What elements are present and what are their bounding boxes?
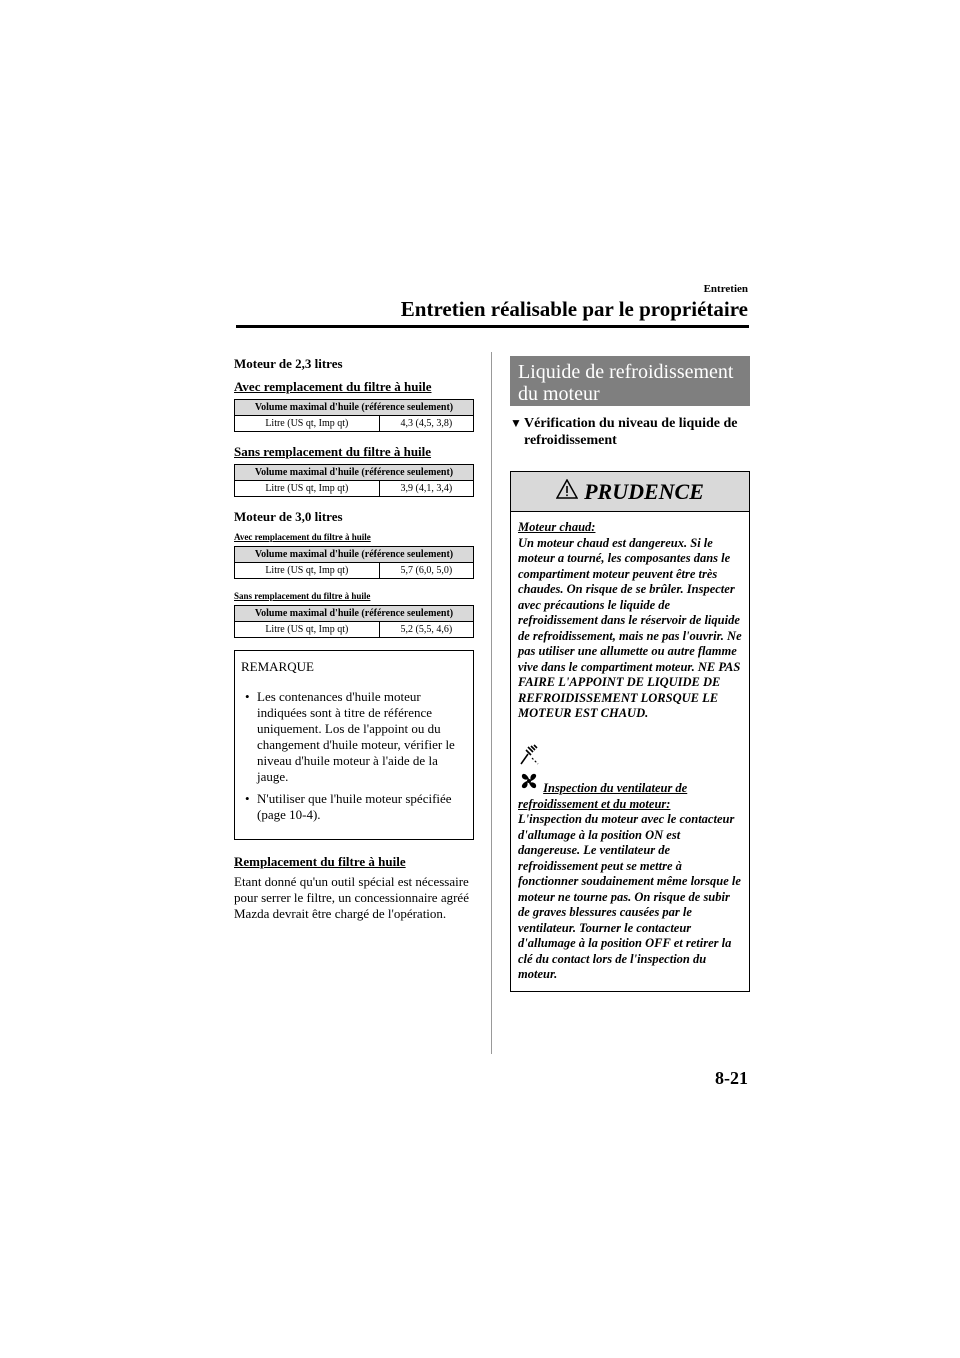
fan-inspection-text: L'inspection du moteur avec le contacteur d'allumage à la position ON est dangereuse. Le ventilateur de refroidissement peut se mettre à fonctionner soudainement même lorsque le moteur ne tourne pas. On risque de subir de graves blessures causées par le ventilateur. Tourner le contacteur d'allumage à la position OFF et retirer la clé du contact lors de l'inspection du moteur.: [518, 812, 741, 981]
value-cell: 4,3 (4,5, 3,8): [379, 416, 473, 432]
section-title-banner: Liquide de refroidissement du moteur: [510, 356, 750, 406]
unit-cell: Litre (US qt, Imp qt): [235, 416, 380, 432]
oil-table-23-with-filter: [234, 399, 474, 432]
fan-inspection-title: Inspection du ventilateur de refroidissement et du moteur:: [518, 781, 688, 811]
fan-warning: [518, 744, 743, 983]
without-filter-heading-30: Sans remplacement du filtre à huile: [234, 591, 371, 601]
column-divider: [491, 352, 492, 1054]
hot-engine-title: Moteur chaud:: [518, 520, 596, 534]
engine-30-heading: Moteur de 3,0 litres: [234, 509, 343, 524]
bullet: •: [245, 689, 250, 704]
left-column: [234, 356, 474, 922]
header-rule: [236, 325, 749, 328]
table-header: Volume maximal d'huile (référence seulement): [235, 400, 474, 416]
with-filter-heading-30: Avec remplacement du filtre à huile: [234, 532, 371, 542]
chapter-label: Entretien: [703, 283, 748, 295]
warning-triangle-icon: [556, 479, 578, 504]
without-filter-heading: Sans remplacement du filtre à huile: [234, 444, 432, 459]
check-coolant-heading: [510, 415, 750, 449]
triangle-marker-icon: ▼: [510, 416, 522, 430]
remark-title: REMARQUE: [241, 659, 314, 674]
table-header: Volume maximal d'huile (référence seulement): [235, 606, 474, 622]
value-cell: 5,2 (5,5, 4,6): [379, 622, 473, 638]
unit-cell: Litre (US qt, Imp qt): [235, 563, 380, 579]
oil-table-30-without-filter: [234, 605, 474, 638]
caution-box: [510, 471, 750, 992]
remark-item-text: N'utiliser que l'huile moteur spécifiée (page 10-4).: [257, 791, 452, 822]
value-cell: 3,9 (4,1, 3,4): [379, 481, 473, 497]
with-filter-heading: Avec remplacement du filtre à huile: [234, 379, 432, 394]
remark-item-text: Les contenances d'huile moteur indiquées sont à titre de référence uniquement. Los de l'appoint ou du changement d'huile moteur, vérifier le niveau d'huile moteur à l'aide de la jauge.: [257, 689, 455, 784]
oil-table-30-with-filter: [234, 546, 474, 579]
bullet: •: [245, 791, 250, 806]
caution-header: [511, 472, 749, 512]
replace-filter-text: Etant donné qu'un outil spécial est nécessaire pour serrer le filtre, un concessionnaire agréé Mazda devrait être chargé de l'opération.: [234, 874, 469, 921]
oil-table-23-without-filter: [234, 464, 474, 497]
value-cell: 5,7 (6,0, 5,0): [379, 563, 473, 579]
remark-list: [241, 689, 465, 823]
remark-box: [234, 650, 474, 840]
unit-cell: Litre (US qt, Imp qt): [235, 622, 380, 638]
unit-cell: Litre (US qt, Imp qt): [235, 481, 380, 497]
fan-icon: [518, 781, 543, 795]
table-header: Volume maximal d'huile (référence seulement): [235, 547, 474, 563]
table-header: Volume maximal d'huile (référence seulement): [235, 465, 474, 481]
replace-filter-heading: Remplacement du filtre à huile: [234, 854, 406, 869]
list-item: [241, 689, 465, 785]
hot-engine-text: Un moteur chaud est dangereux. Si le moteur a tourné, les composantes dans le compartiment moteur peuvent être très chaudes. On risque de se brûler. Inspecter avec précautions le liquide de refroidissement dans le réservoir de liquide de refroidissement, mais ne pas l'ouvrir. Ne pas utiliser une allumette ou autre flamme vive dans le compartiment moteur. NE PAS FAIRE L'APPOINT DE LIQUIDE DE REFROIDISSEMENT LORSQUE LE MOTEUR EST CHAUD.: [518, 535, 742, 720]
caution-body: [511, 512, 749, 991]
page-number: 8-21: [715, 1068, 748, 1088]
caution-word: PRUDENCE: [584, 478, 704, 504]
right-column: [510, 356, 750, 992]
engine-23-heading: Moteur de 2,3 litres: [234, 356, 343, 371]
check-coolant-heading-text: Vérification du niveau de liquide de refroidissement: [524, 416, 738, 448]
page-title: Entretien réalisable par le propriétaire: [400, 297, 748, 321]
list-item: [241, 791, 465, 823]
hand-fan-warning-icon: [518, 744, 743, 771]
